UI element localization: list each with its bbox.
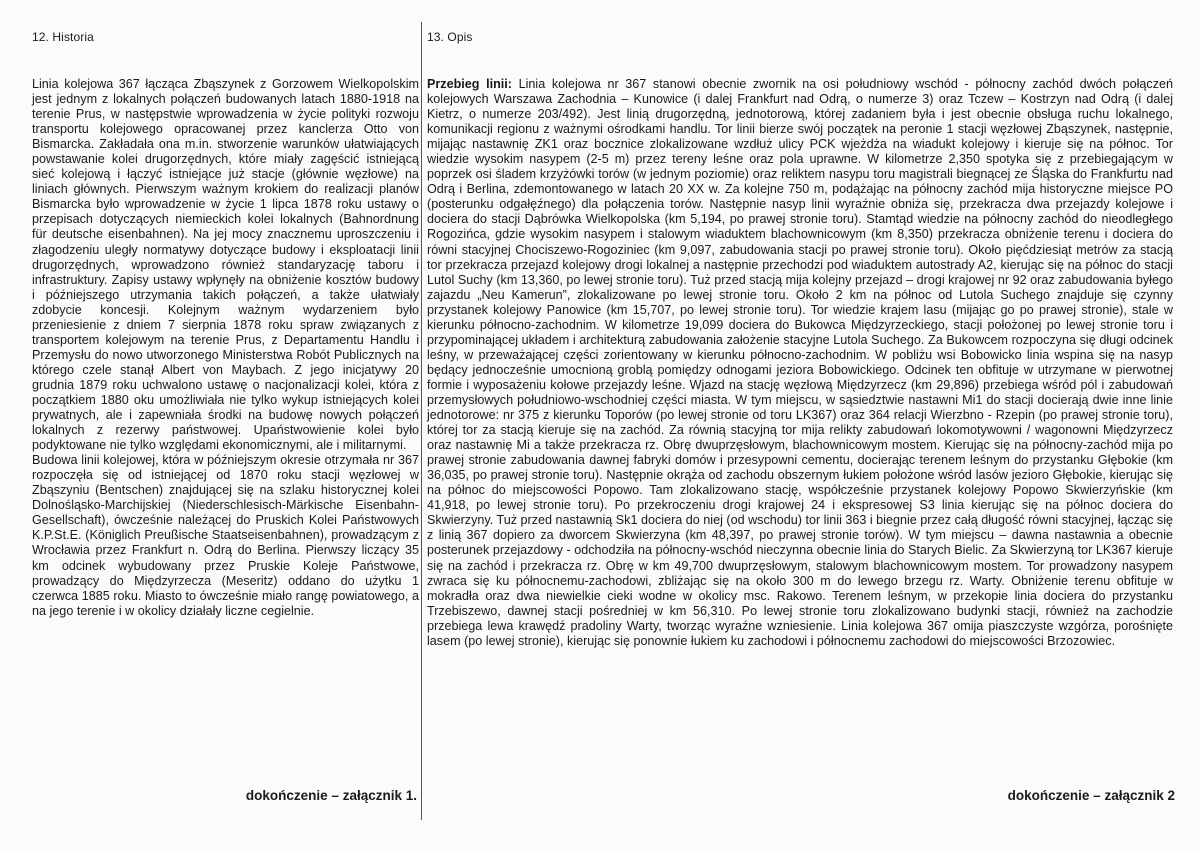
description-paragraph <box>427 77 1173 649</box>
history-body <box>32 77 419 619</box>
column-divider <box>421 22 422 820</box>
description-column <box>427 0 1175 850</box>
history-paragraph-2: Budowa linii kolejowej, która w późniejszym okresie otrzymała nr 367 rozpoczęła się od istniejącej od 1870 roku stacji węzłowej w Zbąszyniu (Bentschen) znajdującej się na szlaku historycznej kolei Dolnośląsko-Marchijskiej (Niederschlesisch-Märkische Eisenbahn-Gesellschaft), ówcześnie należącej do Pruskich Kolei Państwowych K.P.St.E. (Königlich Preußische Staatseisenbahnen), prowadzącym z Wrocławia przez Frankfurt n. Odrą do Berlina. Pierwszy liczący 35 km odcinek wybudowany przez Pruskie Koleje Państwowe, prowadzący do Międzyrzecza (Meseritz) oddano do użytku 1 czerwca 1885 roku. Miasto to ówcześnie miało rangę powiatowego, a na jego terenie i w okolicy działały liczne cegielnie. <box>32 453 419 618</box>
section-header-description: 13. Opis <box>427 30 473 44</box>
history-column <box>30 0 419 850</box>
section-header-history: 12. Historia <box>32 30 94 44</box>
history-footer-note: dokończenie – załącznik 1. <box>245 788 417 803</box>
description-text: Linia kolejowa nr 367 stanowi obecnie zwornik na osi południowy wschód - północny zachód dwóch połączeń kolejowych Warszawa Zachodnia – Kunowice (i dalej Frankfurt nad Odrą, o numerze 3) oraz Tczew – Kostrzyn nad Odrą (i dalej Kietrz, o numerze 203/492). Jest linią drugorzędną, jednotorową, której zadaniem była i jest obecnie obsługa ruchu lokalnego, komunikacji regionu z ważnymi ośrodkami handlu. Tor linii bierze swój początek na peronie 1 stacji węzłowej Zbąszynek, następnie, mijając nastawnię ZK1 oraz bocznice zlokalizowane wzdłuż ulicy PCK wjeżdża na wiadukt kolejowy i kieruje się na północ. Tor wiedzie wysokim nasypem (2-5 m) przez tereny leśne oraz pola uprawne. W kilometrze 2,350 spotyka się z przebiegającym w poprzek osi śladem krzyżówki torów (w jednym poziomie) oraz reliktem nasypu toru magistrali biegnącej ze Śląska do Frankfurtu nad Odrą i Berlina, zdemontowanego w latach 20 XX w. Za kolejne 750 m, podążając na północny zachód mija historyczne miejsce PO (posterunku odgałęźnego) dla połączenia torów. Następnie nasyp linii wyraźnie obniża się, przekracza dwa przejazdy kolejowe i dociera do stacji Dąbrówka Wielkopolska (km 5,194, po prawej stronie toru). Stamtąd wiedzie na północny zachód do nieodległego Rogozińca, gdzie wysokim nasypem i stalowym wiaduktem blachownicowym (km 8,350) przekracza obniżenie terenu i dociera do równi stacyjnej Chociszewo-Rogoziniec (km 9,097, zabudowania stacji po prawej stronie toru). Około pięćdziesiąt metrów za stacją tor przekracza przejazd kolejowy drogi lokalnej a następnie przechodzi pod wiaduktem autostrady A2, kierując się na północ do stacji Lutol Suchy (km 13,360, po lewej stronie toru). Tuż przed stacją mija kolejny przejazd – drogi krajowej nr 92 oraz zabudowania byłego zajazdu „Neu Kamerun”, zlokalizowane po lewej stronie toru. Około 2 km na północ od Lutola Suchego znajduje się czynny przystanek kolejowy Panowice (km 15,707, po lewej stronie toru). Tor wiedzie krajem lasu (mijając go po prawej stronie), stale w kierunku północno-zachodnim. W kilometrze 19,099 dociera do Bukowca Międzyrzeckiego, stacji położonej po lewej stronie toru i przypominającej układem i architekturą zabudowania założenie stacyjne Lutola Suchego. Za Bukowcem rozpoczyna się długi odcinek leśny, w przeważającej części zorientowany w kierunku północno-zachodnim. W pobliżu wsi Bobowicko linia wspina się na nasyp będący jednocześnie umocnioną groblą pomiędzy odnogami jeziora Bobowickiego. Odcinek ten obfituje w utrzymane w pierwotnej formie i wyposażeniu kołowe przejazdy leśne. Wjazd na stację węzłową Międzyrzecz (km 29,896) przebiega wśród pól i zabudowań przemysłowych południowo-wschodniej części miasta. W tym miejscu, w sąsiedztwie nastawni Mi1 do stacji docierają dwie inne linie jednotorowe: nr 375 z kierunku Toporów (po lewej stronie od toru LK367) oraz 364 relacji Wierzbno - Rzepin (po prawej stronie toru), której tor za stacją kieruje się na zachód. Za równią stacyjną tor mija relikty zabudowań lokomotywowni / wagonowni Międzyrzecz oraz nastawnię Mi a także przekracza rz. Obrę dwuprzęsłowym, blachownicowym mostem. Kierując się na północny-zachód mija po prawej stronie zabudowania dawnej fabryki domów i przesypowni cementu, docierając terenem leśnym do przystanku Głębokie (km 36,035, po prawej stronie toru). Następnie okrąża od zachodu obszernym łukiem położone wśród lasów jezioro Głębokie, kierując się na północ do miejscowości Popowo. Tam zlokalizowano stację, współcześnie przystanek kolejowy Popowo Skwierzyńskie (km 41,918, po lewej stronie toru). Po przekroczeniu drogi krajowej 24 i ekspresowej S3 linia kierując się na północ dociera do Skwierzyny. Tuż przed nastawnią Sk1 dociera do niej (od wschodu) tor linii 363 i biegnie przez całą długość równi stacyjnej, łącząc się z linią 367 dopiero za dworcem Skwierzyna (km 48,397, po prawej stronie torów). W tym miejscu – dawna nastawnia a obecnie posterunek przejazdowy - odchodziła na północny-wschód nieczynna obecnie linia do Starych Bielic. Za Skwierzyną tor LK367 kieruje się na zachód i przekracza rz. Obrę w km 49,700 dwuprzęsłowym, stalowym blachownicowym mostem. Tor prowadzony nasypem zwraca się ku północnemu-zachodowi, zbliżając się na około 300 m do lewego brzegu rz. Warty. Obniżenie terenu obfituje w mokradła oraz dwa niewielkie cieki wodne w okolicy msc. Rakowo. Terenem leśnym, w przekopie linia dociera do przystanku Trzebiszewo, dawnej stacji pośredniej w km 56,310. Po lewej stronie toru zlokalizowano budynki stacji, również na zachodzie przebiega lewa krawędź pradoliny Warty, tworząc wyraźne wzniesienie. Linia kolejowa 367 omija piaszczyste wzgórza, porośnięte lasem (po lewej stronie), kierując się ponownie łukiem ku zachodowi i północnemu zachodowi do miejscowości Brzozowiec. <box>427 77 1173 648</box>
description-body <box>427 77 1173 649</box>
description-lead: Przebieg linii: <box>427 77 512 91</box>
history-paragraph-1: Linia kolejowa 367 łącząca Zbąszynek z Gorzowem Wielkopolskim jest jednym z lokalnych połączeń budowanych latach 1880-1918 na terenie Prus, w następstwie wprowadzenia w życie polityki rozwoju transportu kolejowego opracowanej przez kanclerza Otto von Bismarcka. Zakładała ona m.in. stworzenie warunków ułatwiających powstawanie kolei drugorzędnych, które miały zagęścić istniejącą sieć kolejową i łączyć istniejące już stacje (głównie węzłowe) na liniach głównych. Pierwszym ważnym krokiem do realizacji planów Bismarcka było wprowadzenie w życie 1 lipca 1878 roku ustawy o przepisach dotyczących niemieckich kolei lokalnych (Bahnordnung für deutsche eisenbahnen). Na jej mocy znacznemu uproszczeniu i złagodzeniu uległy normatywy dotyczące budowy i eksploatacji linii drugorzędnych, wprowadzono również standaryzację taboru i infrastruktury. Zapisy ustawy wpłynęły na obniżenie kosztów budowy i późniejszego utrzymania takich połączeń, a także ułatwiały zdobycie koncesji. Kolejnym ważnym wydarzeniem było przeniesienie z dniem 7 sierpnia 1878 roku spraw związanych z transportem kolejowym na terenie Prus, z Departamentu Handlu i Przemysłu do nowo utworzonego Ministerstwa Robót Publicznych na którego czele stanął Albert von Maybach. Z jego inicjatywy 20 grudnia 1879 roku uchwalono ustawę o nacjonalizacji kolei, która z początkiem 1880 oku umożliwiała nie tylko wykup istniejących kolei prywatnych, ale i zapewniała środki na budowę nowych połączeń lokalnych z rezerwy państwowej. Upaństwowienie kolei było podyktowane nie tylko względami ekonomicznymi, ale i militarnymi. <box>32 77 419 453</box>
description-footer-note: dokończenie – załącznik 2 <box>1007 788 1175 803</box>
